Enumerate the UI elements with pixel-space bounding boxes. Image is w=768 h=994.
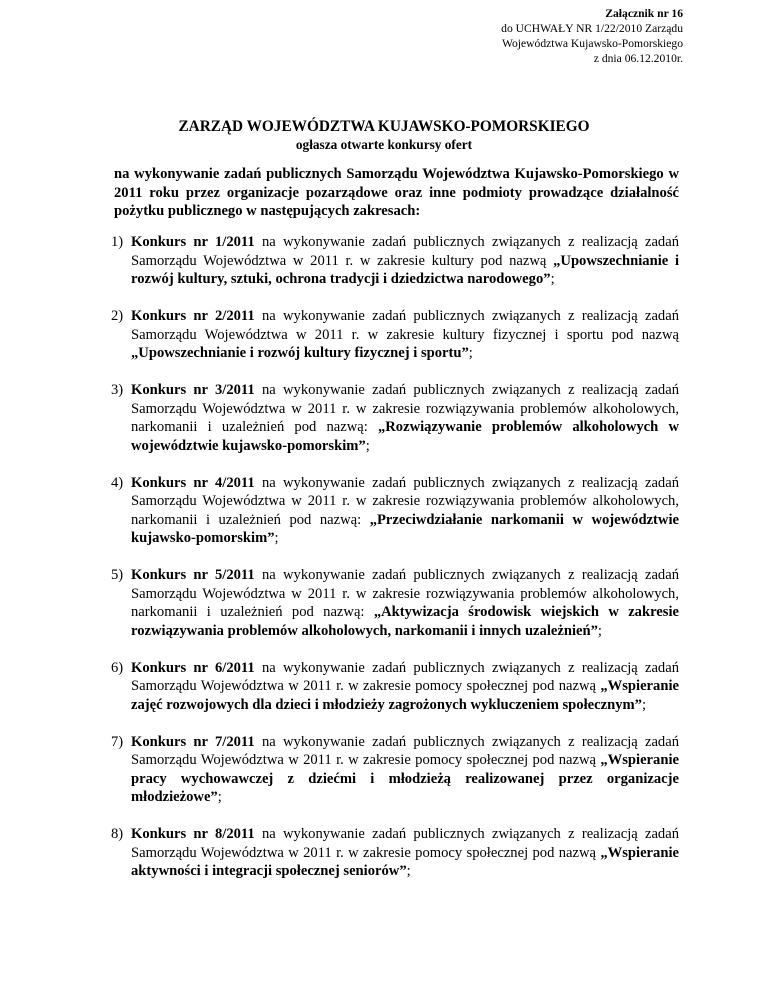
contest-end: ; bbox=[217, 789, 222, 805]
contest-item-6 bbox=[0, 659, 679, 715]
contest-title: Konkurs nr 3/2011 bbox=[131, 382, 255, 398]
contest-item-2 bbox=[0, 307, 679, 363]
contest-body: na wykonywanie zadań publicznych związanych z realizacją zadań Samorządu Województwa w 2011 r. w zakresie kultury fizycznej i sportu pod nazwą bbox=[131, 308, 680, 343]
contest-end: ; bbox=[468, 345, 473, 361]
contest-item-8 bbox=[0, 825, 679, 881]
contest-end: ; bbox=[365, 437, 370, 454]
contest-number: 3) bbox=[111, 382, 124, 398]
contest-title: Konkurs nr 8/2011 bbox=[131, 826, 255, 842]
contest-number: 2) bbox=[111, 308, 124, 324]
contest-number: 4) bbox=[111, 474, 124, 491]
contest-number: 1) bbox=[111, 234, 124, 250]
contest-item-5 bbox=[0, 566, 679, 640]
contest-number: 5) bbox=[111, 567, 124, 583]
intro-paragraph: na wykonywanie zadań publicznych Samorządu Województwa Kujawsko-Pomorskiego w 2011 roku przez organizacje pozarządowe oraz inne podmioty prowadzące działalność pożytku publicznego w następujących zakresach: bbox=[114, 166, 679, 219]
contest-item-1 bbox=[0, 233, 679, 289]
contest-end: ; bbox=[550, 271, 555, 287]
contest-body: na wykonywanie zadań publicznych związanych z realizacją zadań Samorządu Województwa w 2011 r. w zakresie pomocy społecznej pod nazwą bbox=[131, 826, 680, 861]
contest-number: 7) bbox=[111, 733, 124, 750]
contest-number: 6) bbox=[111, 659, 124, 676]
contest-end: ; bbox=[641, 696, 647, 713]
contest-end: ; bbox=[597, 622, 602, 639]
contest-item-7 bbox=[0, 733, 679, 807]
contest-name: „Aktywizacja środowisk wiejskich w zakresie rozwiązywania problemów alkoholowych, narkomanii i innych uzależnień” bbox=[131, 604, 679, 639]
contest-title: Konkurs nr 2/2011 bbox=[131, 308, 255, 324]
attachment-title: Załącznik nr 16 bbox=[605, 7, 683, 20]
contest-end: ; bbox=[274, 530, 279, 546]
contest-title: Konkurs nr 6/2011 bbox=[131, 659, 255, 676]
page-title: ZARZĄD WOJEWÓDZTWA KUJAWSKO-POMORSKIEGO bbox=[178, 118, 590, 135]
contest-title: Konkurs nr 7/2011 bbox=[131, 733, 255, 750]
contest-body: na wykonywanie zadań publicznych związanych z realizacją zadań Samorządu Województwa w 2011 r. w zakresie rozwiązywania problemów alkoholowych, narkomanii i uzależnień pod nazwą: bbox=[131, 567, 680, 620]
contest-body: na wykonywanie zadań publicznych związanych z realizacją zadań Samorządu Województwa w 2011 r. w zakresie kultury pod nazwą bbox=[131, 234, 680, 269]
contest-name: „Przeciwdziałanie narkomanii w województwie kujawsko-pomorskim” bbox=[131, 511, 679, 546]
contest-body: na wykonywanie zadań publicznych związanych z realizacją zadań Samorządu Województwa w 2011 r. w zakresie rozwiązywania problemów alkoholowych, narkomanii i uzależnień pod nazwą: bbox=[131, 474, 680, 528]
contest-title: Konkurs nr 4/2011 bbox=[131, 474, 255, 491]
contest-item-4 bbox=[0, 474, 679, 548]
contest-item-3 bbox=[0, 381, 679, 455]
page-subtitle: ogłasza otwarte konkursy ofert bbox=[295, 137, 473, 152]
contest-name: „Wspieranie aktywności i integracji społecznej seniorów” bbox=[131, 844, 679, 879]
attachment-resolution: do UCHWAŁY NR 1/22/2010 Zarządu bbox=[501, 22, 683, 35]
contest-number: 8) bbox=[111, 826, 124, 842]
contest-name: „Wspieranie zajęć rozwojowych dla dzieci i młodzieży zagrożonych wykluczeniem społecznym” bbox=[131, 678, 679, 713]
attachment-date: z dnia 06.12.2010r. bbox=[593, 52, 683, 65]
contest-body: na wykonywanie zadań publicznych związanych z realizacją zadań Samorządu Województwa w 2011 r. w zakresie pomocy społecznej pod nazwą bbox=[131, 733, 680, 768]
contest-body: na wykonywanie zadań publicznych związanych z realizacją zadań Samorządu Województwa w 2011 r. w zakresie pomocy społecznej pod nazwą bbox=[131, 659, 680, 694]
contest-name: „Rozwiązywanie problemów alkoholowych w województwie kujawsko-pomorskim” bbox=[131, 419, 679, 454]
contest-title: Konkurs nr 1/2011 bbox=[131, 234, 255, 250]
attachment-note bbox=[423, 6, 683, 66]
contest-body: na wykonywanie zadań publicznych związanych z realizacją zadań Samorządu Województwa w 2011 r. w zakresie rozwiązywania problemów alkoholowych, narkomanii i uzależnień pod nazwą: bbox=[131, 382, 680, 435]
contest-title: Konkurs nr 5/2011 bbox=[131, 567, 255, 583]
contest-list bbox=[0, 233, 768, 899]
contest-name: „Upowszechnianie i rozwój kultury, sztuki, ochrona tradycji i dziedzictwa narodowego” bbox=[131, 252, 680, 287]
contest-name: „Upowszechnianie i rozwój kultury fizycznej i sportu” bbox=[131, 345, 469, 361]
attachment-board: Województwa Kujawsko-Pomorskiego bbox=[502, 37, 683, 50]
contest-name: „Wspieranie pracy wychowawczej z dziećmi i młodzieżą realizowanej przez organizacje młodzieżowe” bbox=[131, 752, 679, 805]
contest-end: ; bbox=[406, 863, 411, 879]
